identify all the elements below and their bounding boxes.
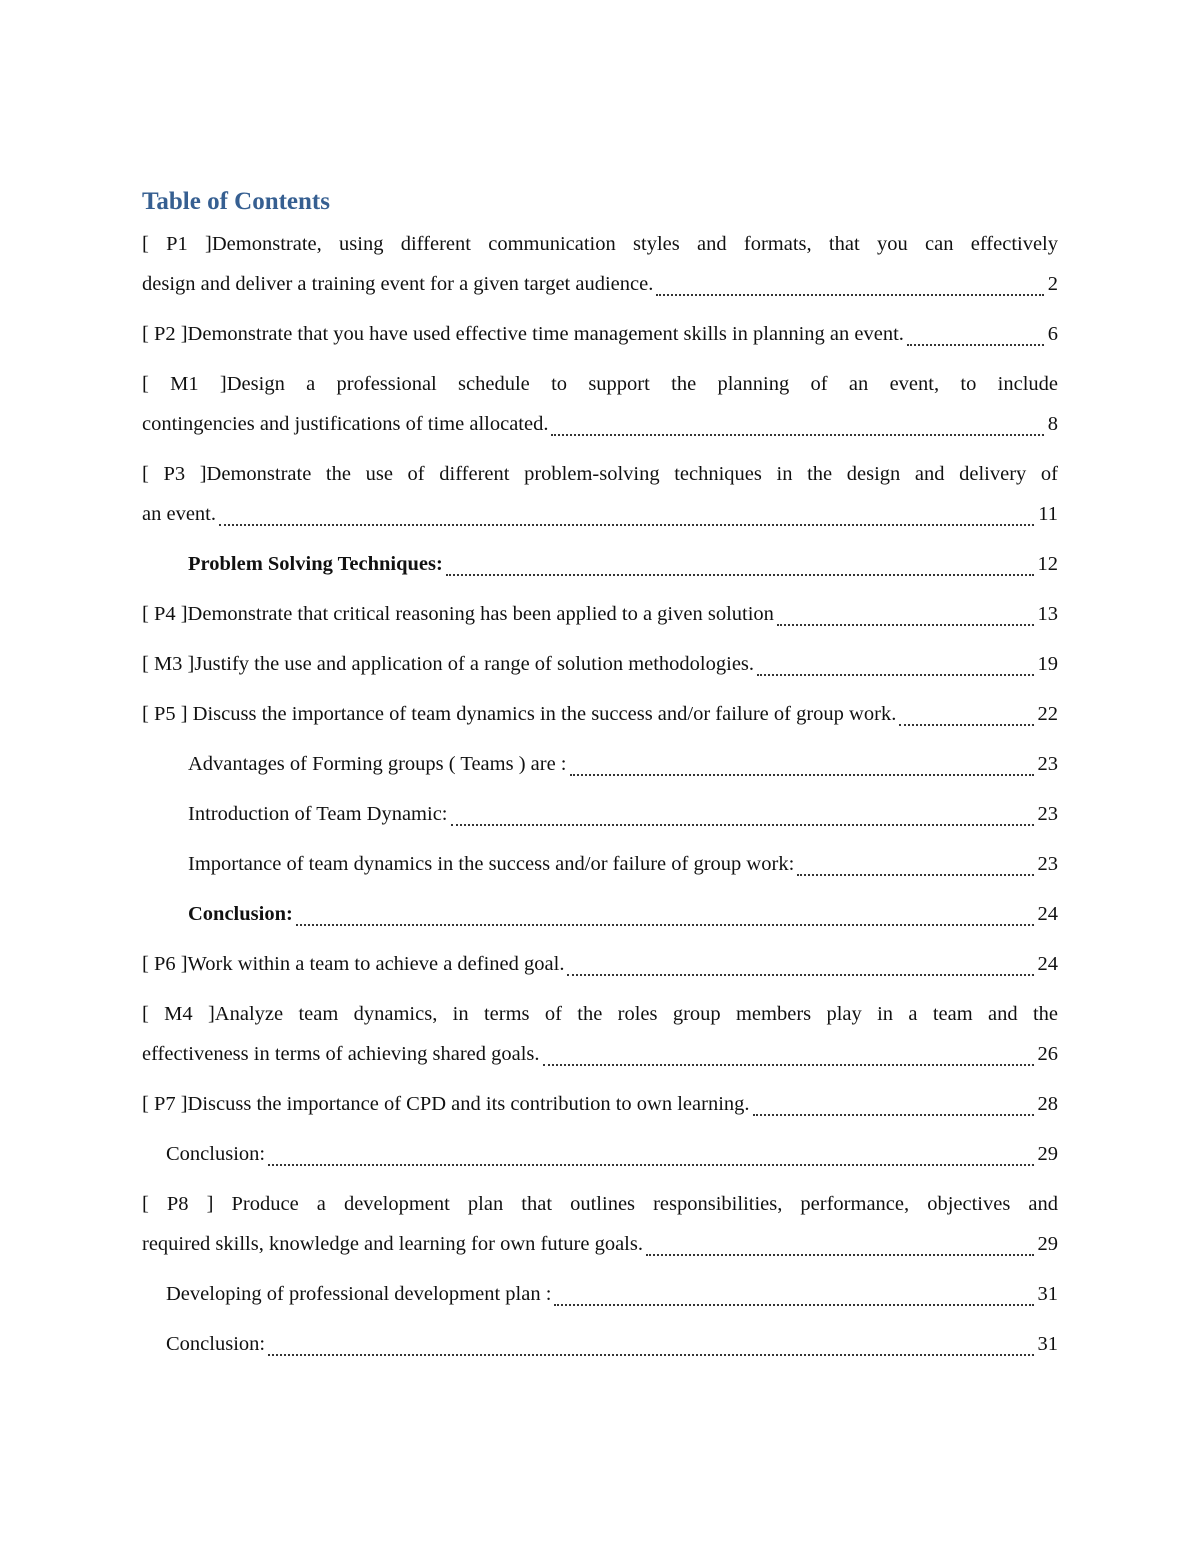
dot-leader — [907, 343, 1044, 346]
toc-entry-text-line2: effectiveness in terms of achieving shared goals. — [142, 1043, 540, 1065]
toc-page-number: 23 — [1037, 803, 1058, 825]
dot-leader — [899, 723, 1033, 726]
dot-leader — [451, 823, 1034, 826]
toc-entry-text: [ P4 ]Demonstrate that critical reasoning has been applied to a given solution — [142, 603, 774, 625]
toc-entry-p8[interactable] — [142, 1184, 1058, 1264]
toc-page-number: 23 — [1037, 753, 1058, 775]
dot-leader — [268, 1163, 1033, 1166]
dot-leader — [543, 1063, 1034, 1066]
dot-leader — [757, 673, 1033, 676]
toc-entry-text-line1: [ P3 ]Demonstrate the use of different problem-solving techniques in the design and delivery of — [142, 463, 1058, 485]
toc-page-number: 11 — [1038, 503, 1058, 525]
toc-page-number: 31 — [1037, 1283, 1058, 1305]
dot-leader — [554, 1303, 1033, 1306]
toc-entry-text-line1: [ M4 ]Analyze team dynamics, in terms of the roles group members play in a team and the — [142, 1003, 1058, 1025]
toc-entry-text: [ P7 ]Discuss the importance of CPD and its contribution to own learning. — [142, 1093, 750, 1115]
toc-entry-text: [ P6 ]Work within a team to achieve a defined goal. — [142, 953, 565, 975]
toc-entry-text-line2: required skills, knowledge and learning for own future goals. — [142, 1233, 643, 1255]
toc-page-number: 13 — [1037, 603, 1058, 625]
toc-entry-text: Introduction of Team Dynamic: — [188, 803, 448, 825]
toc-entry-p6[interactable] — [142, 944, 1058, 984]
toc-entry-text-line2: design and deliver a training event for a given target audience. — [142, 273, 654, 295]
toc-entry-introduction-team-dynamic[interactable] — [142, 794, 1058, 834]
toc-entry-conclusion-p5[interactable] — [142, 894, 1058, 934]
toc-entry-text-line1: [ P1 ]Demonstrate, using different communication styles and formats, that you can effectively — [142, 233, 1058, 255]
toc-entry-p5[interactable] — [142, 694, 1058, 734]
toc-entry-text: Importance of team dynamics in the success and/or failure of group work: — [188, 853, 795, 875]
dot-leader — [219, 523, 1034, 526]
toc-page-number: 23 — [1037, 853, 1058, 875]
toc-entry-text: [ P5 ] Discuss the importance of team dynamics in the success and/or failure of group work. — [142, 703, 897, 725]
toc-entry-text-line1: [ M1 ]Design a professional schedule to support the planning of an event, to include — [142, 373, 1058, 395]
toc-entry-text: Developing of professional development plan : — [166, 1283, 552, 1305]
toc-entry-developing-pdp[interactable] — [142, 1274, 1058, 1314]
toc-entry-p7[interactable] — [142, 1084, 1058, 1124]
toc-entry-conclusion-p8[interactable] — [142, 1324, 1058, 1364]
toc-entry-p1[interactable] — [142, 224, 1058, 304]
toc-page-number: 19 — [1037, 653, 1058, 675]
toc-page-number: 31 — [1037, 1333, 1058, 1355]
toc-entry-text-line2: contingencies and justifications of time allocated. — [142, 413, 549, 435]
toc-entry-m4[interactable] — [142, 994, 1058, 1074]
toc-title: Table of Contents — [142, 188, 330, 215]
toc-entry-m3[interactable] — [142, 644, 1058, 684]
dot-leader — [446, 573, 1034, 576]
toc-entry-text: Advantages of Forming groups ( Teams ) are : — [188, 753, 567, 775]
toc-page-number: 26 — [1037, 1043, 1058, 1065]
dot-leader — [753, 1113, 1034, 1116]
toc-entry-importance-team-dynamics[interactable] — [142, 844, 1058, 884]
dot-leader — [268, 1353, 1033, 1356]
toc-entry-p2[interactable] — [142, 314, 1058, 354]
toc-page-number: 28 — [1037, 1093, 1058, 1115]
toc-page-number: 29 — [1037, 1143, 1058, 1165]
dot-leader — [656, 293, 1043, 296]
toc-page-number: 24 — [1037, 953, 1058, 975]
toc-entry-text-line1: [ P8 ] Produce a development plan that outlines responsibilities, performance, objectives and — [142, 1193, 1058, 1215]
toc-entry-advantages-forming-groups[interactable] — [142, 744, 1058, 784]
toc-entry-text: Conclusion: — [188, 903, 293, 925]
toc-page-number: 2 — [1047, 273, 1058, 295]
toc-entry-text: Problem Solving Techniques: — [188, 553, 443, 575]
toc-entry-conclusion-p7[interactable] — [142, 1134, 1058, 1174]
dot-leader — [567, 973, 1033, 976]
toc-entry-p3[interactable] — [142, 454, 1058, 534]
toc-entry-m1[interactable] — [142, 364, 1058, 444]
toc-entry-text: Conclusion: — [166, 1333, 266, 1355]
toc-page-number: 6 — [1047, 323, 1058, 345]
dot-leader — [551, 433, 1043, 436]
dot-leader — [570, 773, 1034, 776]
toc-page-number: 29 — [1037, 1233, 1058, 1255]
dot-leader — [797, 873, 1033, 876]
toc-page-number: 12 — [1037, 553, 1058, 575]
toc-entry-text-line2: an event. — [142, 503, 216, 525]
toc-list — [142, 224, 1058, 1374]
dot-leader — [296, 923, 1034, 926]
toc-page-number: 24 — [1037, 903, 1058, 925]
toc-entry-problem-solving-techniques[interactable] — [142, 544, 1058, 584]
toc-entry-text: Conclusion: — [166, 1143, 266, 1165]
toc-entry-text: [ P2 ]Demonstrate that you have used effective time management skills in planning an event. — [142, 323, 904, 345]
toc-page-number: 22 — [1037, 703, 1058, 725]
toc-entry-text: [ M3 ]Justify the use and application of a range of solution methodologies. — [142, 653, 755, 675]
dot-leader — [777, 623, 1034, 626]
dot-leader — [646, 1253, 1034, 1256]
toc-entry-p4[interactable] — [142, 594, 1058, 634]
toc-page-number: 8 — [1047, 413, 1058, 435]
